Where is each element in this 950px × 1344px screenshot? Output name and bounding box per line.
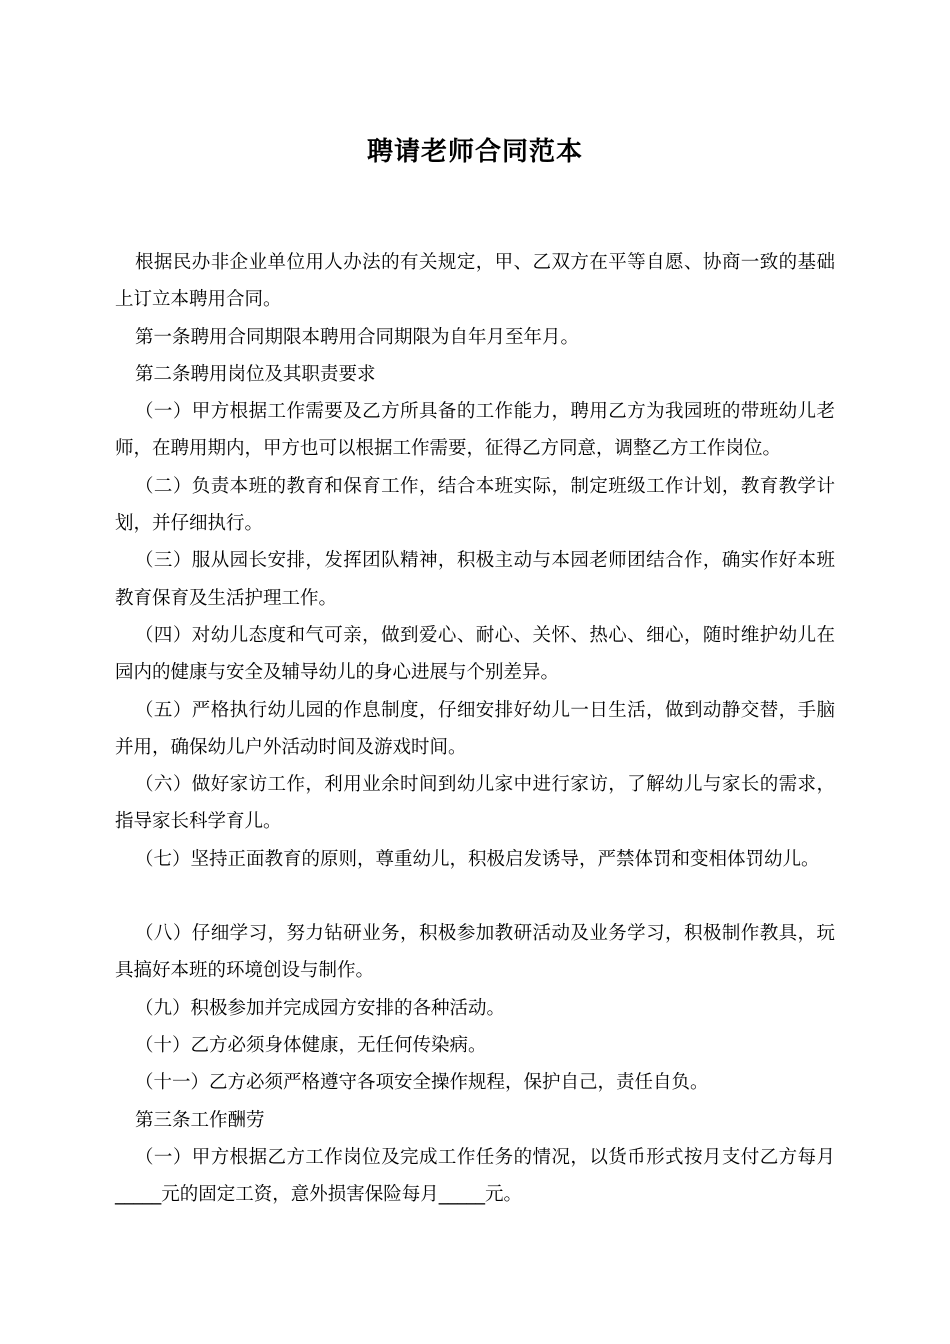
paragraph-item-9: （九）积极参加并完成园方安排的各种活动。 (135, 997, 506, 1019)
paragraph-item-8: （八）仔细学习，努力钻研业务，积极参加教研活动及业务学习，积极制作教具，玩具搞好本班的环境创设与制作。 (115, 923, 835, 982)
paragraph-item-7: （七）坚持正面教育的原则，尊重幼儿，积极启发诱导，严禁体罚和变相体罚幼儿。 (135, 848, 820, 870)
document-body (115, 244, 835, 1213)
paragraph-article-1: 第一条聘用合同期限本聘用合同期限为自年月至年月。 (135, 326, 580, 348)
paragraph-item-6: （六）做好家访工作，利用业余时间到幼儿家中进行家访，了解幼儿与家长的需求，指导家长科学育儿。 (115, 774, 835, 833)
paragraph-article-2: 第二条聘用岗位及其职责要求 (135, 363, 376, 385)
paragraph-item-5: （五）严格执行幼儿园的作息制度，仔细安排好幼儿一日生活，做到动静交替，手脑并用，确保幼儿户外活动时间及游戏时间。 (115, 699, 835, 758)
paragraph-item-4: （四）对幼儿态度和气可亲，做到爱心、耐心、关怀、热心、细心，随时维护幼儿在园内的健康与安全及辅导幼儿的身心进展与个别差异。 (115, 624, 835, 684)
paragraph-item-2: （二）负责本班的教育和保育工作，结合本班实际，制定班级工作计划，教育教学计划，并仔细执行。 (115, 475, 835, 535)
paragraph-article-3: 第三条工作酬劳 (135, 1109, 265, 1131)
paragraph-item-3: （三）服从园长安排，发挥团队精神，积极主动与本园老师团结合作，确实作好本班教育保育及生活护理工作。 (115, 550, 835, 609)
paragraph-item-11: （十一）乙方必须严格遵守各项安全操作规程，保护自己，责任自负。 (135, 1072, 709, 1094)
paragraph-item-1: （一）甲方根据工作需要及乙方所具备的工作能力，聘用乙方为我园班的带班幼儿老师，在聘用期内，甲方也可以根据工作需要，征得乙方同意，调整乙方工作岗位。 (115, 401, 835, 460)
paragraph-item-10: （十）乙方必须身体健康，无任何传染病。 (135, 1034, 487, 1056)
paragraph-intro: 根据民办非企业单位用人办法的有关规定，甲、乙双方在平等自愿、协商一致的基础上订立本聘用合同。 (115, 252, 835, 311)
paragraph-salary-item-1: （一）甲方根据乙方工作岗位及完成工作任务的情况，以货币形式按月支付乙方每月_____元的固定工资，意外损害保险每月_____元。 (115, 1146, 835, 1206)
document-title: 聘请老师合同范本 (366, 137, 583, 167)
